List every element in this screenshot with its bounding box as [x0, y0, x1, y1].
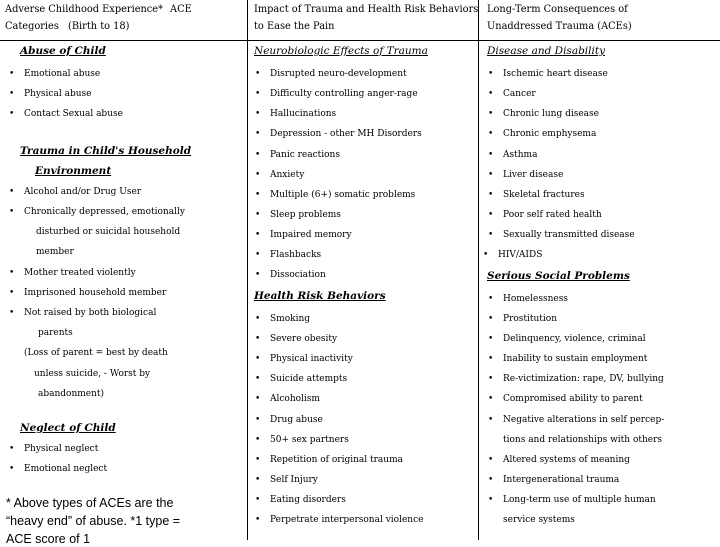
neuro-heading: Neurobiologic Effects of Trauma — [254, 45, 428, 57]
list-item: • Altered systems of meaning — [503, 454, 630, 466]
social-heading: Serious Social Problems — [487, 270, 630, 282]
footnote-line-3: ACE score of 1 — [6, 532, 91, 546]
list-item: • Eating disorders — [270, 494, 346, 506]
list-item: • Dissociation — [270, 269, 326, 281]
list-item: • Physical abuse — [24, 88, 91, 100]
abuse-heading: Abuse of Child — [20, 45, 106, 57]
list-item: • Disrupted neuro-development — [270, 68, 407, 80]
list-item: • Chronic lung disease — [503, 108, 599, 120]
header-divider — [0, 40, 720, 41]
list-item: • Physical inactivity — [270, 353, 353, 365]
list-item: • Inability to sustain employment — [503, 353, 647, 365]
list-item: • Flashbacks — [270, 249, 321, 261]
list-item: • Delinquency, violence, criminal — [503, 333, 646, 345]
list-item-continuation: abandonment) — [38, 389, 105, 399]
list-item: • Poor self rated health — [503, 209, 602, 221]
list-item-continuation: member — [36, 247, 74, 257]
list-item: • Smoking — [270, 313, 310, 325]
list-item-continuation: unless suicide, - Worst by — [34, 369, 151, 379]
list-item: • Alcoholism — [270, 393, 320, 405]
list-item: • Liver disease — [503, 169, 563, 181]
list-item: • Contact Sexual abuse — [24, 108, 123, 120]
list-item: • Perpetrate interpersonal violence — [270, 514, 423, 526]
list-item: • Alcohol and/or Drug User — [24, 186, 141, 198]
list-item: • 50+ sex partners — [270, 434, 349, 446]
list-item: • Drug abuse — [270, 414, 323, 426]
header-col2-title: Impact of Trauma and Health Risk Behaviors — [254, 4, 479, 15]
list-item: • HIV/AIDS — [498, 249, 542, 261]
disease-heading: Disease and Disability — [487, 45, 606, 57]
list-item: • Prostitution — [503, 313, 557, 325]
list-item: • Intergenerational trauma — [503, 474, 619, 486]
header-col1-title: Adverse Childhood Experience* — [5, 4, 163, 15]
list-item: • Re-victimization: rape, DV, bullying — [503, 373, 664, 385]
list-item: • Asthma — [503, 149, 537, 161]
neglect-heading: Neglect of Child — [20, 422, 116, 434]
header-col1-ages: (Birth to 18) — [68, 21, 130, 32]
list-item: • Imprisoned household member — [24, 287, 166, 299]
header-col3-subtitle: Unaddressed Trauma (ACEs) — [487, 21, 632, 32]
list-item: • Skeletal fractures — [503, 189, 585, 201]
list-item-continuation: (Loss of parent = best by death — [24, 348, 168, 358]
list-item-continuation: service systems — [503, 515, 575, 525]
list-item-continuation: disturbed or suicidal household — [36, 227, 181, 237]
household-heading-2: Environment — [35, 165, 112, 177]
footnote-line-1: * Above types of ACEs are the — [6, 496, 174, 510]
list-item: • Anxiety — [270, 169, 304, 181]
column-divider — [247, 0, 248, 540]
list-item: • Emotional abuse — [24, 68, 100, 80]
list-item: • Homelessness — [503, 293, 568, 305]
list-item: • Mother treated violently — [24, 267, 136, 279]
header-col1-ace: ACE — [170, 4, 192, 15]
list-item: • Severe obesity — [270, 333, 337, 345]
list-item: • Sleep problems — [270, 209, 341, 221]
header-col2-subtitle: to Ease the Pain — [254, 21, 335, 32]
column-divider — [478, 0, 479, 540]
household-heading: Trauma in Child's Household — [20, 145, 192, 157]
list-item: • Sexually transmitted disease — [503, 229, 635, 241]
list-item: • Suicide attempts — [270, 373, 347, 385]
list-item: • Hallucinations — [270, 108, 336, 120]
list-item: • Negative alterations in self percep- — [503, 414, 664, 426]
list-item: • Physical neglect — [24, 443, 98, 455]
list-item: • Chronically depressed, emotionally — [24, 206, 185, 218]
list-item: • Not raised by both biological — [24, 307, 156, 319]
list-item: • Self Injury — [270, 474, 318, 486]
list-item-continuation: parents — [38, 328, 73, 338]
list-item: • Panic reactions — [270, 149, 340, 161]
behaviors-heading: Health Risk Behaviors — [254, 290, 386, 302]
list-item: • Repetition of original trauma — [270, 454, 403, 466]
header-col3-title: Long-Term Consequences of — [487, 4, 628, 15]
header-col1-categories: Categories — [5, 21, 59, 32]
list-item: • Ischemic heart disease — [503, 68, 608, 80]
list-item: • Cancer — [503, 88, 536, 100]
footnote-line-2: “heavy end” of abuse. *1 type = — [6, 514, 181, 528]
list-item-continuation: tions and relationships with others — [503, 435, 663, 445]
list-item: • Impaired memory — [270, 229, 352, 241]
list-item: • Emotional neglect — [24, 463, 107, 475]
list-item: • Depression - other MH Disorders — [270, 128, 422, 140]
list-item: • Multiple (6+) somatic problems — [270, 189, 415, 201]
list-item: • Compromised ability to parent — [503, 393, 643, 405]
list-item: • Difficulty controlling anger-rage — [270, 88, 418, 100]
list-item: • Chronic emphysema — [503, 128, 596, 140]
list-item: • Long-term use of multiple human — [503, 494, 656, 506]
